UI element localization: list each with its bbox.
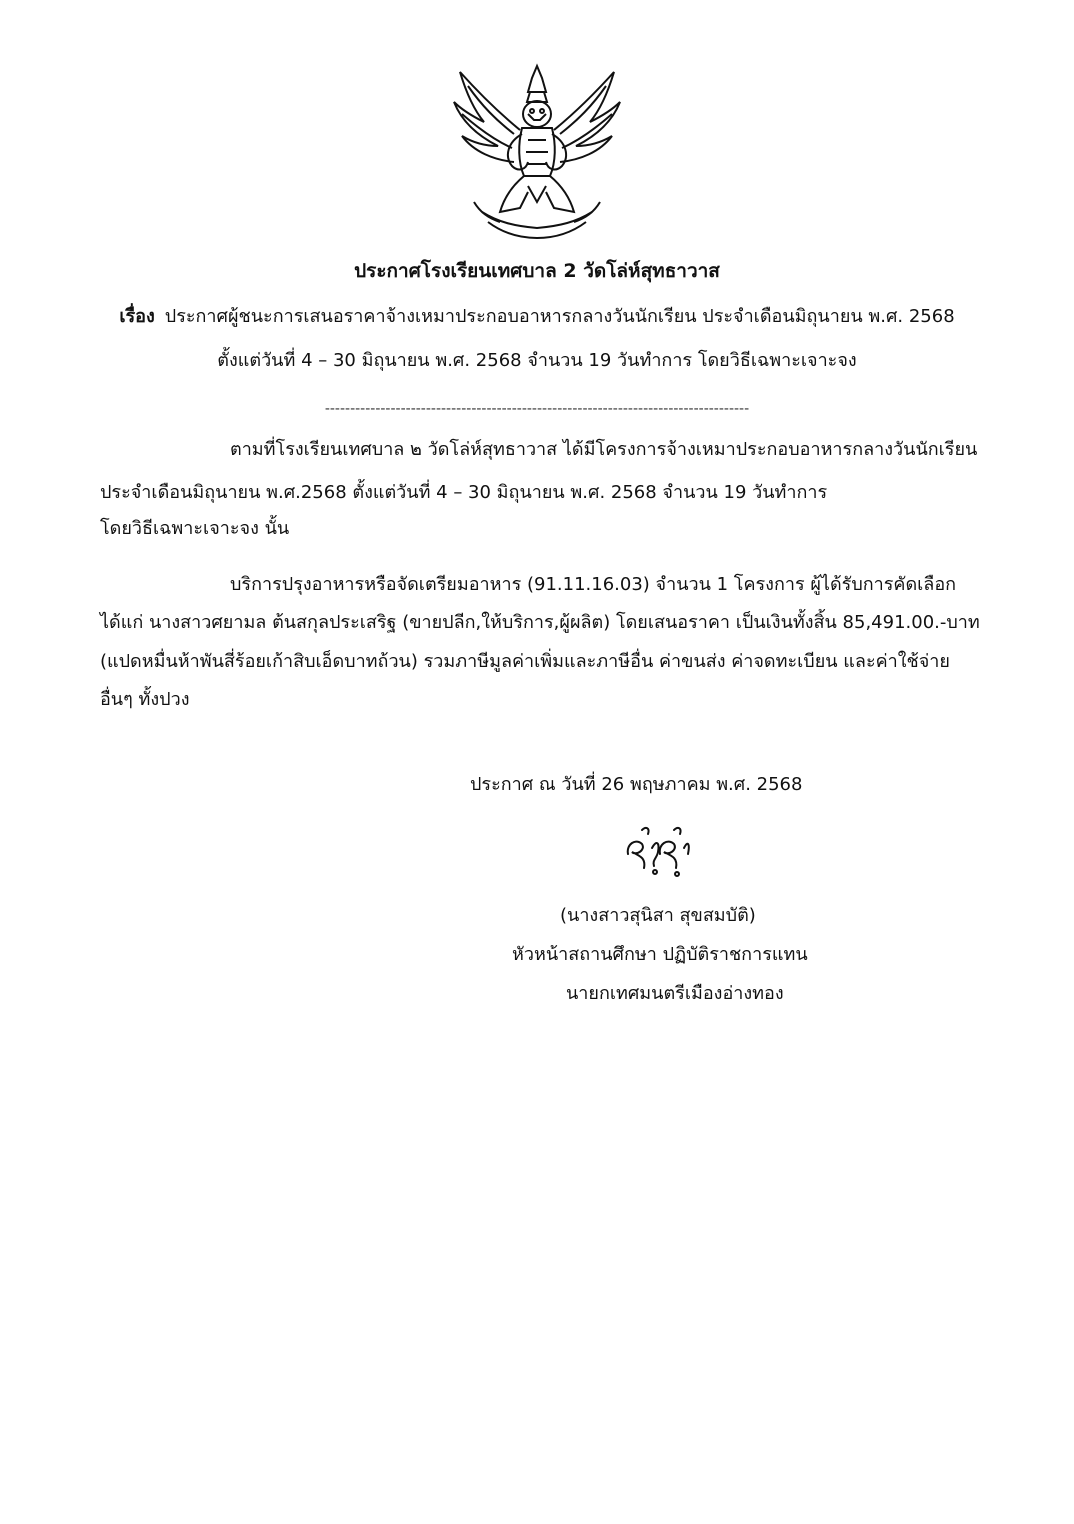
paragraph-2-line-4: อื่นๆ ทั้งปวง xyxy=(100,689,190,710)
paragraph-1-line-3: โดยวิธีเฉพาะเจาะจง นั้น xyxy=(100,518,290,539)
paragraph-2-line-1: บริการปรุงอาหารหรือจัดเตรียมอาหาร (91.11.16.03) จำนวน 1 โครงการ ผู้ได้รับการคัดเลือก xyxy=(230,574,957,595)
paragraph-1-line-1: ตามที่โรงเรียนเทศบาล ๒ วัดโล่ห์สุทธาวาส ได้มีโครงการจ้างเหมาประกอบอาหารกลางวันนักเรียน xyxy=(230,439,978,460)
paragraph-2-line-3: (แปดหมื่นห้าพันสี่ร้อยเก้าสิบเอ็ดบาทถ้วน) รวมภาษีมูลค่าเพิ่มและภาษีอื่น ค่าขนส่ง ค่าจดทะเบียน และค่าใช้จ่าย xyxy=(100,651,950,672)
signer-organization: นายกเทศมนตรีเมืองอ่างทอง xyxy=(566,983,784,1004)
document-title: ประกาศโรงเรียนเทศบาล 2 วัดโล่ห์สุทธาวาส xyxy=(354,260,720,282)
subject-label: เรื่อง xyxy=(119,306,155,327)
subject-line xyxy=(0,304,1074,330)
garuda-emblem-icon xyxy=(448,62,626,242)
subject-line-2: ตั้งแต่วันที่ 4 – 30 มิถุนายน พ.ศ. 2568 จำนวน 19 วันทำการ โดยวิธีเฉพาะเจาะจง xyxy=(217,350,857,371)
announce-date: ประกาศ ณ วันที่ 26 พฤษภาคม พ.ศ. 2568 xyxy=(470,774,803,795)
signer-position: หัวหน้าสถานศึกษา ปฏิบัติราชการแทน xyxy=(512,944,808,965)
subject-text: ประกาศผู้ชนะการเสนอราคาจ้างเหมาประกอบอาหารกลางวันนักเรียน ประจำเดือนมิถุนายน พ.ศ. 2568 xyxy=(164,306,955,327)
handwritten-signature xyxy=(622,820,692,880)
signer-name: (นางสาวสุนิสา สุขสมบัติ) xyxy=(560,905,756,926)
divider-line: ------------------------------------------------------------------------------------ xyxy=(324,401,750,417)
paragraph-1-line-2: ประจำเดือนมิถุนายน พ.ศ.2568 ตั้งแต่วันที่ 4 – 30 มิถุนายน พ.ศ. 2568 จำนวน 19 วันทำการ xyxy=(100,482,828,503)
paragraph-2-line-2: ได้แก่ นางสาวศยามล ต้นสกุลประเสริฐ (ขายปลีก,ให้บริการ,ผู้ผลิต) โดยเสนอราคา เป็นเงินทั้งสิ้น 85,491.00.-บาท xyxy=(100,612,980,633)
